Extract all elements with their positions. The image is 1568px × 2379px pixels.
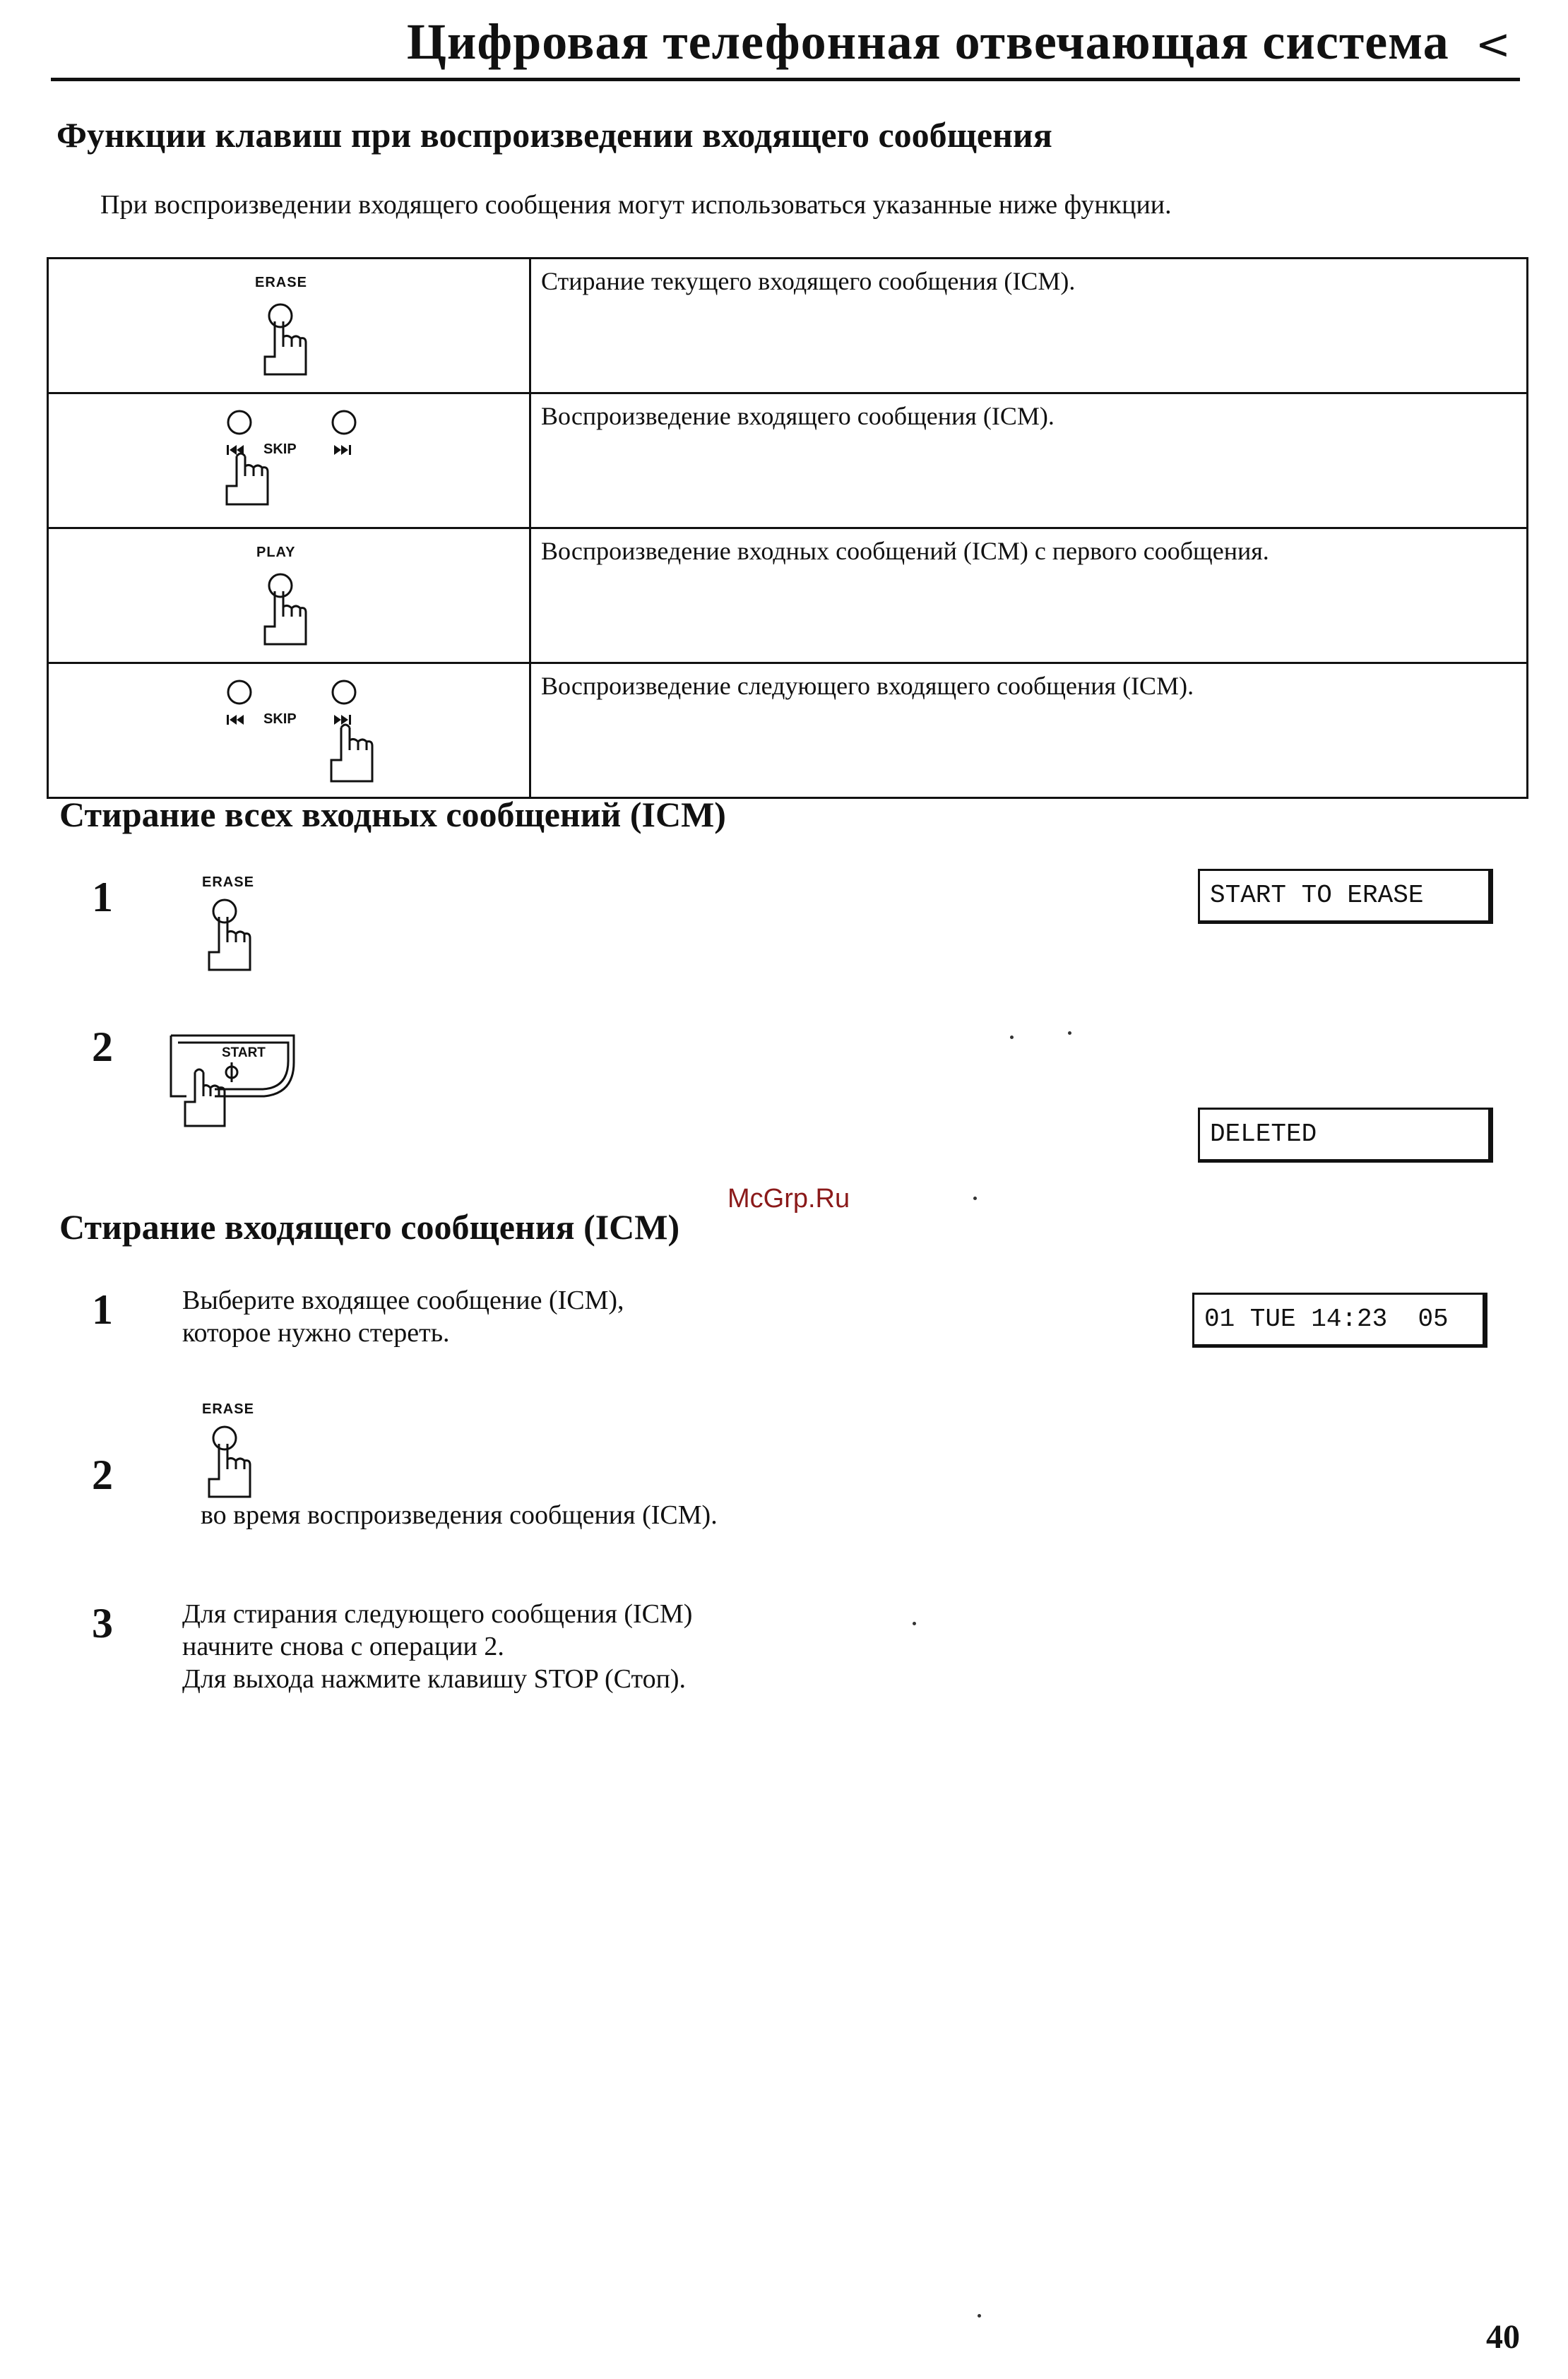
scan-speck (1010, 1036, 1014, 1039)
scan-speck (913, 1622, 916, 1625)
skip-back-key-press-icon (218, 407, 402, 513)
step-number: 1 (92, 1286, 113, 1333)
page-title-text: Цифровая телефонная отвечающая система (406, 13, 1449, 70)
chapter-marker-icon: < (1475, 20, 1511, 69)
table-row (48, 663, 1528, 798)
skip-key-label: SKIP (263, 441, 297, 457)
table-row (48, 528, 1528, 663)
step-text-line: во время воспроизведения сообщения (ICM). (201, 1500, 718, 1530)
title-rule (51, 78, 1520, 81)
step-text (201, 1499, 718, 1531)
key-functions-table (47, 257, 1528, 799)
display-message-info: 01 TUE 14:23 05 (1192, 1293, 1487, 1348)
scan-speck (1068, 1031, 1071, 1035)
page-number: 40 (1486, 2318, 1520, 2356)
erase-key-press-icon (258, 300, 328, 378)
display-start-to-erase: START TO ERASE (1198, 869, 1493, 924)
skip-back-key-cell (48, 393, 530, 528)
table-row (48, 393, 1528, 528)
step-number: 3 (92, 1600, 113, 1647)
step-text (182, 1284, 624, 1349)
step-text-line: Для выхода нажмите клавишу STOP (Стоп). (182, 1664, 687, 1694)
intro-text: При воспроизведении входящего сообщения могут использоваться указанные ниже функции. (100, 190, 1172, 220)
page-title (407, 13, 1511, 71)
step-text-line: Для стирания следующего сообщения (ICM) (182, 1599, 693, 1629)
play-key-press-icon (258, 570, 328, 648)
scan-speck (978, 2314, 981, 2318)
watermark: McGrp.Ru (727, 1184, 850, 1214)
section-heading-key-functions: Функции клавиш при воспроизведении входящего сообщения (57, 115, 1052, 155)
section-heading-erase-one: Стирание входящего сообщения (ICM) (59, 1207, 680, 1247)
erase-key-label: ERASE (202, 1401, 254, 1417)
skip-forward-key-cell (48, 663, 530, 798)
erase-key-press-icon (202, 896, 273, 973)
step-text-line: начните снова с операции 2. (182, 1632, 504, 1661)
erase-key-cell (48, 259, 530, 393)
skip-forward-key-press-icon (218, 677, 402, 790)
play-description: Воспроизведение входных сообщений (ICM) с первого сообщения. (530, 528, 1528, 663)
skip-key-label: SKIP (263, 711, 297, 727)
erase-description: Стирание текущего входящего сообщения (ICM). (530, 259, 1528, 393)
play-key-cell (48, 528, 530, 663)
step-number: 2 (92, 1024, 113, 1070)
display-deleted: DELETED (1198, 1108, 1493, 1163)
step-number: 1 (92, 874, 113, 920)
erase-key-label: ERASE (255, 275, 307, 290)
table-row (48, 259, 1528, 393)
section-heading-erase-all: Стирание всех входных сообщений (ICM) (59, 795, 726, 834)
start-key-label: START (222, 1045, 266, 1060)
play-key-label: PLAY (256, 545, 296, 560)
erase-key-press-icon (202, 1423, 273, 1500)
step-number: 2 (92, 1452, 113, 1498)
erase-key-label: ERASE (202, 874, 254, 890)
skip-back-description: Воспроизведение входящего сообщения (ICM). (530, 393, 1528, 528)
step-text-line: которое нужно стереть. (182, 1318, 450, 1348)
scan-speck (973, 1197, 977, 1200)
start-key-press-icon (165, 1028, 307, 1134)
skip-forward-description: Воспроизведение следующего входящего сообщения (ICM). (530, 663, 1528, 798)
step-text (182, 1598, 692, 1695)
step-text-line: Выберите входящее сообщение (ICM), (182, 1286, 624, 1315)
